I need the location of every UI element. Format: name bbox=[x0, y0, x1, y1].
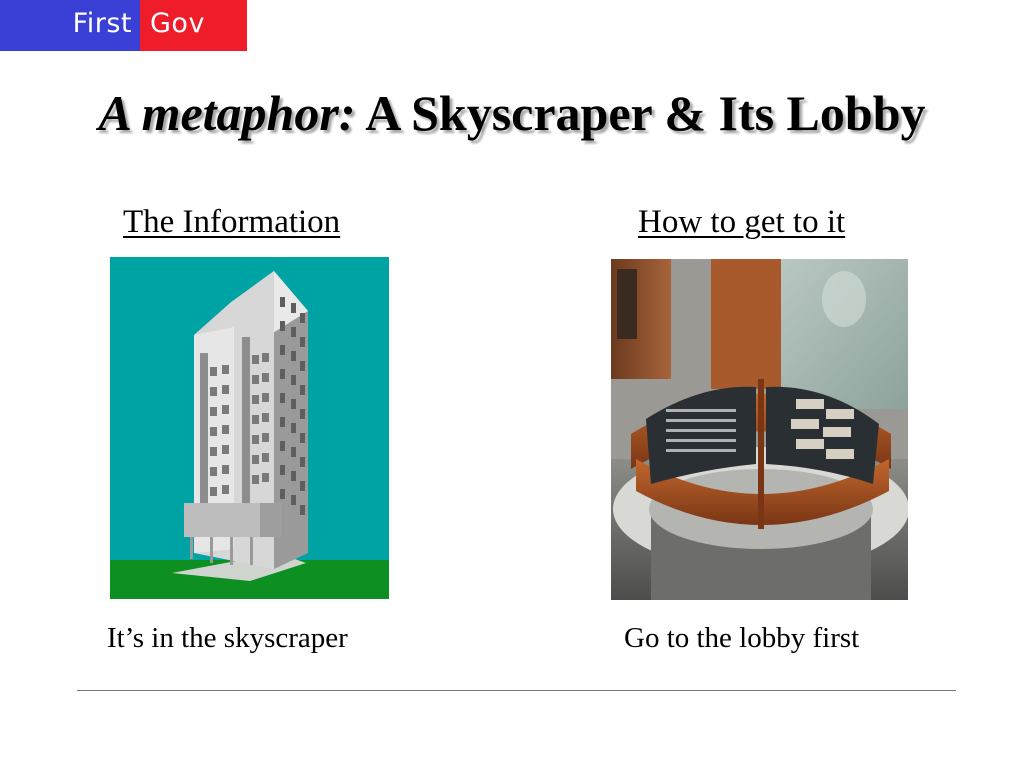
footer-divider bbox=[77, 690, 956, 691]
title-rest: A Skyscraper & Its Lobby bbox=[355, 85, 926, 141]
slide-title bbox=[0, 84, 1024, 142]
left-column-heading: The Information bbox=[123, 204, 341, 240]
title-colon: : bbox=[338, 85, 356, 141]
title-italic: A metaphor bbox=[98, 85, 339, 141]
logo-gov-text: Gov bbox=[140, 0, 247, 51]
skyscraper-image bbox=[110, 257, 389, 599]
right-column-heading: How to get to it bbox=[638, 204, 846, 240]
right-column-caption: Go to the lobby first bbox=[624, 622, 860, 654]
left-column-caption: It’s in the skyscraper bbox=[107, 622, 348, 654]
firstgov-logo bbox=[0, 0, 247, 51]
logo-first-text: First bbox=[0, 0, 140, 51]
lobby-kiosk-image bbox=[611, 259, 908, 600]
